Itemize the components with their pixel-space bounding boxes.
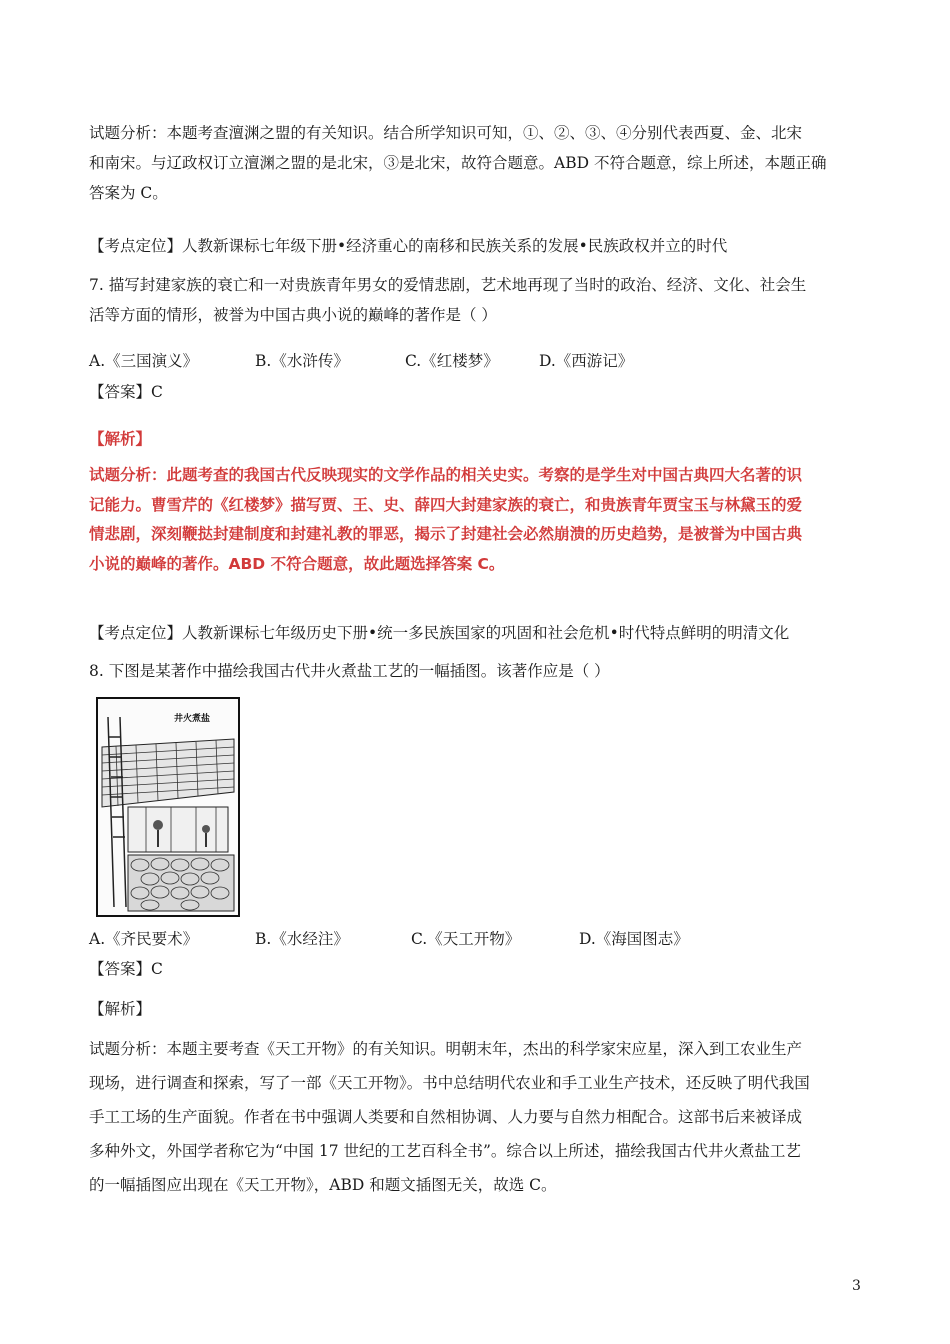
q8-analysis-line: 现场，进行调查和探索，写了一部《天工开物》。书中总结明代农业和手工业生产技术，还反映了明代我国 — [89, 1074, 810, 1092]
jiexi-heading-text: 【解析】 — [89, 430, 152, 448]
q6-kaodian — [89, 231, 869, 261]
q8-analysis-line: 多种外文，外国学者称它为“中国 17 世纪的工艺百科全书”。综合以上所述，描绘我国古代井火煮盐工艺 — [89, 1142, 801, 1160]
q7-question-line: 活等方面的情形，被誉为中国古典小说的巅峰的著作是（ ） — [89, 306, 497, 324]
q7-analysis-line: 情悲剧，深刻鞭挞封建制度和封建礼教的罪恶，揭示了封建社会必然崩溃的历史趋势，是被誉为中国古典 — [89, 525, 803, 543]
q7-jiexi-heading — [89, 424, 869, 454]
q7-analysis-line: 试题分析：此题考查的我国古代反映现实的文学作品的相关史实。考察的是学生对中国古典四大名著的识 — [89, 466, 803, 484]
q8-question-text: 8. 下图是某著作中描绘我国古代井火煮盐工艺的一幅插图。该著作应是（ ） — [89, 662, 610, 680]
jiexi-heading-text: 【解析】 — [89, 1000, 152, 1018]
q7-option-d: D.《西游记》 — [539, 352, 634, 370]
q7-analysis — [89, 461, 869, 579]
page-number: 3 — [852, 1278, 861, 1294]
q6-analysis-line: 答案为 C。 — [89, 184, 168, 202]
q7-analysis-line: 记能力。曹雪芹的《红楼梦》描写贾、王、史、薛四大封建家族的衰亡，和贵族青年贾宝玉与林黛玉的爱 — [89, 495, 803, 514]
kaodian-text: 【考点定位】人教新课标七年级历史下册•统一多民族国家的巩固和社会危机•时代特点鲜明的明清文化 — [89, 624, 790, 642]
q7-question — [89, 270, 869, 330]
answer-text: 【答案】C — [89, 960, 163, 978]
q8-question — [89, 656, 869, 686]
q7-option-b: B.《水浒传》 — [255, 352, 349, 370]
q8-jiexi-heading — [89, 994, 869, 1024]
q8-answer — [89, 954, 869, 984]
q7-options — [89, 346, 869, 376]
q8-option-c: C.《天工开物》 — [411, 930, 521, 948]
q8-option-b: B.《水经注》 — [255, 930, 349, 948]
q6-analysis-line: 试题分析：本题考查澶渊之盟的有关知识。结合所学知识可知，①、②、③、④分别代表西夏、金、北宋 — [89, 124, 803, 142]
q8-analysis-line: 的一幅插图应出现在《天工开物》，ABD 和题文插图无关，故选 C。 — [89, 1176, 557, 1194]
kaodian-text: 【考点定位】人教新课标七年级下册•经济重心的南移和民族关系的发展•民族政权并立的时代 — [89, 237, 728, 255]
q7-kaodian — [89, 618, 869, 648]
q7-option-c: C.《红楼梦》 — [405, 352, 499, 370]
q7-analysis-line: 小说的巅峰的著作。ABD 不符合题意，故此题选择答案 C。 — [89, 554, 505, 573]
q8-analysis — [89, 1032, 869, 1202]
salt-boiling-illustration — [96, 697, 240, 917]
q8-analysis-line: 试题分析：本题主要考查《天工开物》的有关知识。明朝末年，杰出的科学家宋应星，深入到工农业生产 — [89, 1040, 803, 1058]
q6-analysis-line: 和南宋。与辽政权订立澶渊之盟的是北宋，③是北宋，故符合题意。ABD 不符合题意，综上所述，本题正确 — [89, 154, 827, 172]
q8-option-d: D.《海国图志》 — [579, 930, 689, 948]
q8-options — [89, 924, 869, 954]
q6-analysis — [89, 118, 869, 208]
q7-option-a: A.《三国演义》 — [89, 352, 199, 370]
q7-answer — [89, 377, 869, 407]
answer-text: 【答案】C — [89, 383, 163, 401]
q7-question-line: 7. 描写封建家族的衰亡和一对贵族青年男女的爱情悲剧，艺术地再现了当时的政治、经济、文化、社会生 — [89, 276, 807, 294]
illustration-title: 井火煮盐 — [174, 714, 211, 724]
q8-analysis-line: 手工工场的生产面貌。作者在书中强调人类要和自然相协调、人力要与自然力相配合。这部书后来被译成 — [89, 1108, 803, 1126]
q8-option-a: A.《齐民要术》 — [89, 930, 199, 948]
